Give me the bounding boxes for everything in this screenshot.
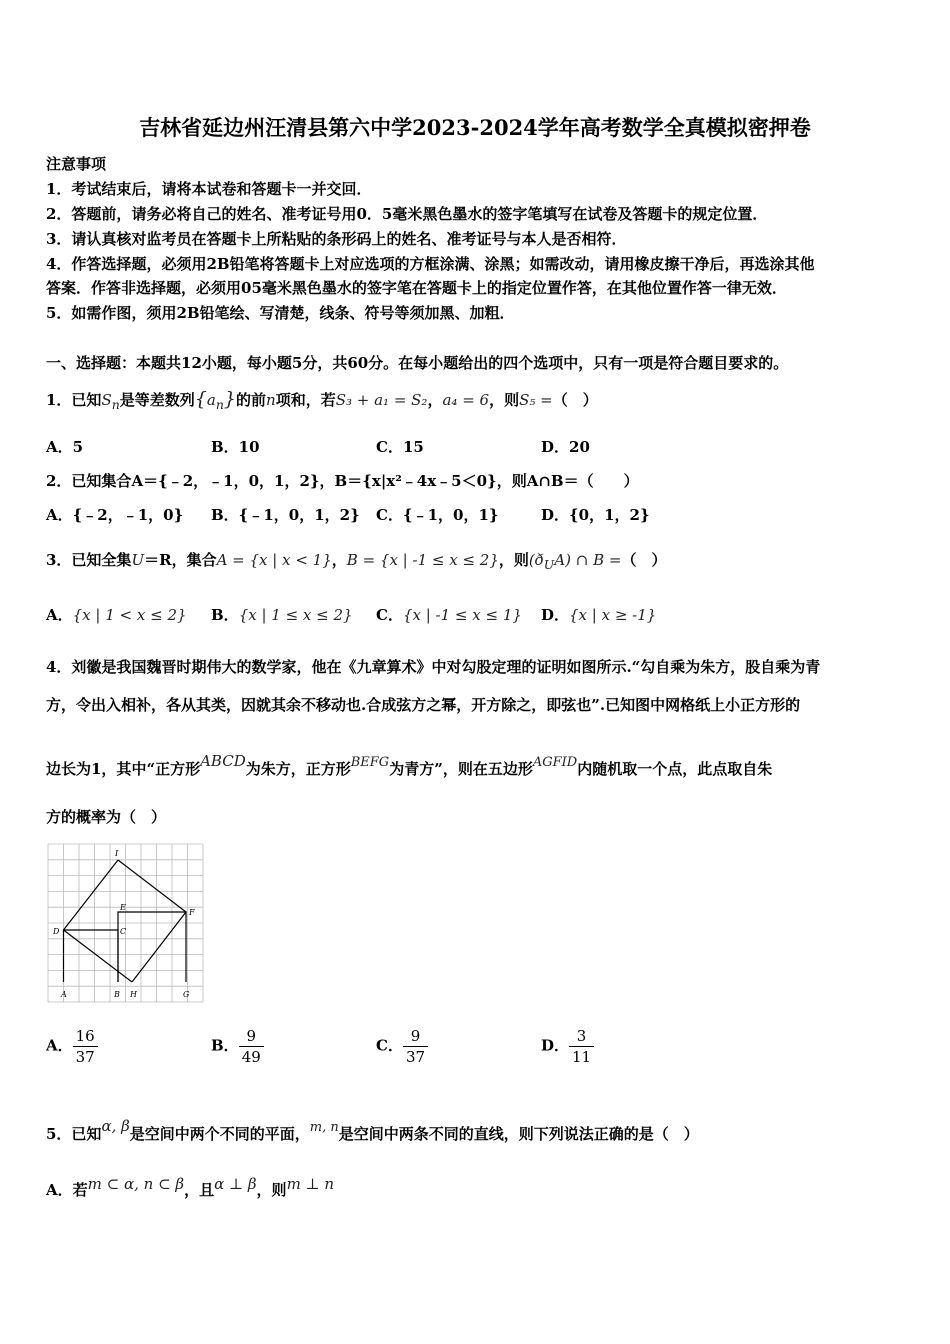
option-a: A．{x | 1 < x ≤ 2} [46, 606, 187, 624]
question-4-line-3: 边长为1，其中“正方形ABCD为朱方，正方形BEFG为青方”，则在五边形AGFID内随机取一个点，此点取自朱 [46, 752, 773, 778]
option-a: A．若m ⊂ α, n ⊂ β，且α ⊥ β，则m ⊥ n [46, 1175, 335, 1199]
option-d: D．20 [541, 438, 590, 456]
question-4-line-2: 方，令出入相补，各从其类，因就其余不移动也.合成弦方之幂，开方除之，即弦也”.已知图中网格纸上小正方形的 [46, 696, 801, 714]
option-c: C．{x | -1 ≤ x ≤ 1} [376, 606, 522, 624]
label-d: D [53, 927, 60, 936]
label-c: C [120, 927, 127, 936]
label-b: B [114, 990, 120, 999]
section-heading: 一、选择题：本题共12小题，每小题5分，共60分。在每小题给出的四个选项中，只有一项是符合题目要求的。 [46, 354, 789, 372]
question-2: 2．已知集合A＝{﹣2，﹣1，0，1，2}，B＝{x|x²﹣4x﹣5＜0}，则A∩B＝（ ） [46, 472, 639, 490]
option-d: D．{x | x ≥ -1} [541, 606, 657, 624]
label-i: I [115, 849, 119, 858]
question-1: 1．已知$S_n$是等差数列$\{a_n\}$的前n项和，若S₃ + a₁ = S₂，a₄ = 6，则S₅ =（ ） [46, 388, 598, 412]
option-c: C．{﹣1，0，1} [376, 506, 499, 524]
option-c: C． $\frac{9}{37}$ [376, 1026, 428, 1067]
grid-lines [48, 844, 203, 1002]
question-4-line-4: 方的概率为（ ） [46, 808, 167, 826]
option-a: A．5 [46, 438, 84, 456]
notice-item: 5．如需作图，须用2B铅笔绘、写清楚，线条、符号等须加黑、加粗． [46, 304, 515, 322]
math-sn: $S_n$ [101, 391, 120, 412]
label-h: H [130, 990, 137, 999]
option-d: D． $\frac{3}{11}$ [541, 1026, 594, 1067]
question-3: 3．已知全集U＝R，集合A = {x | x < 1}，B = {x | -1 ≤ x ≤ 2}，则$(ð_UA)$ ∩ B =（ ） [46, 551, 667, 572]
option-b: B．{﹣1，0，1，2} [211, 506, 360, 524]
notice-item: 4．作答选择题，必须用2B铅笔将答题卡上对应选项的方框涂满、涂黑；如需改动，请用橡皮擦干净后，再选涂其他 [46, 255, 815, 273]
notice-item: 3．请认真核对监考员在答题卡上所粘贴的条形码上的姓名、准考证号与本人是否相符． [46, 230, 627, 248]
notice-item: 2．答题前，请务必将自己的姓名、准考证号用0．5毫米黑色墨水的签字笔填写在试卷及答题卡的规定位置． [46, 205, 768, 223]
label-e: E [120, 903, 126, 912]
math-condition: S₃ + a₁ = S₂ [335, 391, 428, 409]
question-4-line-1: 4．刘徽是我国魏晋时期伟大的数学家，他在《九章算术》中对勾股定理的证明如图所示.“勾自乘为朱方，股自乘为青 [46, 658, 821, 676]
notice-heading: 注意事项 [46, 155, 107, 173]
page-title: 吉林省延边州汪清县第六中学2023-2024学年高考数学全真模拟密押卷 [139, 115, 811, 140]
notice-item: 答案．作答非选择题，必须用05毫米黑色墨水的签字笔在答题卡上的指定位置作答，在其他位置作答一律无效． [46, 279, 787, 297]
option-b: B． $\frac{9}{49}$ [211, 1026, 264, 1067]
label-g: G [183, 990, 190, 999]
option-d: D．{0，1，2} [541, 506, 650, 524]
pythagoras-figure [46, 842, 208, 1006]
question-5: 5．已知α, β是空间中两个不同的平面，m, n是空间中两条不同的直线，则下列说法正确的是（ ） [46, 1117, 699, 1143]
option-b: B．10 [211, 438, 260, 456]
figure-lines [64, 860, 187, 982]
option-b: B．{x | 1 ≤ x ≤ 2} [211, 606, 353, 624]
notice-item: 1．考试结束后，请将本试卷和答题卡一并交回． [46, 180, 372, 198]
label-a: A [61, 990, 67, 999]
option-a: A． $\frac{16}{37}$ [46, 1026, 98, 1067]
option-c: C．15 [376, 438, 424, 456]
label-f: F [189, 908, 195, 917]
option-a: A．{﹣2，﹣1，0} [46, 506, 184, 524]
